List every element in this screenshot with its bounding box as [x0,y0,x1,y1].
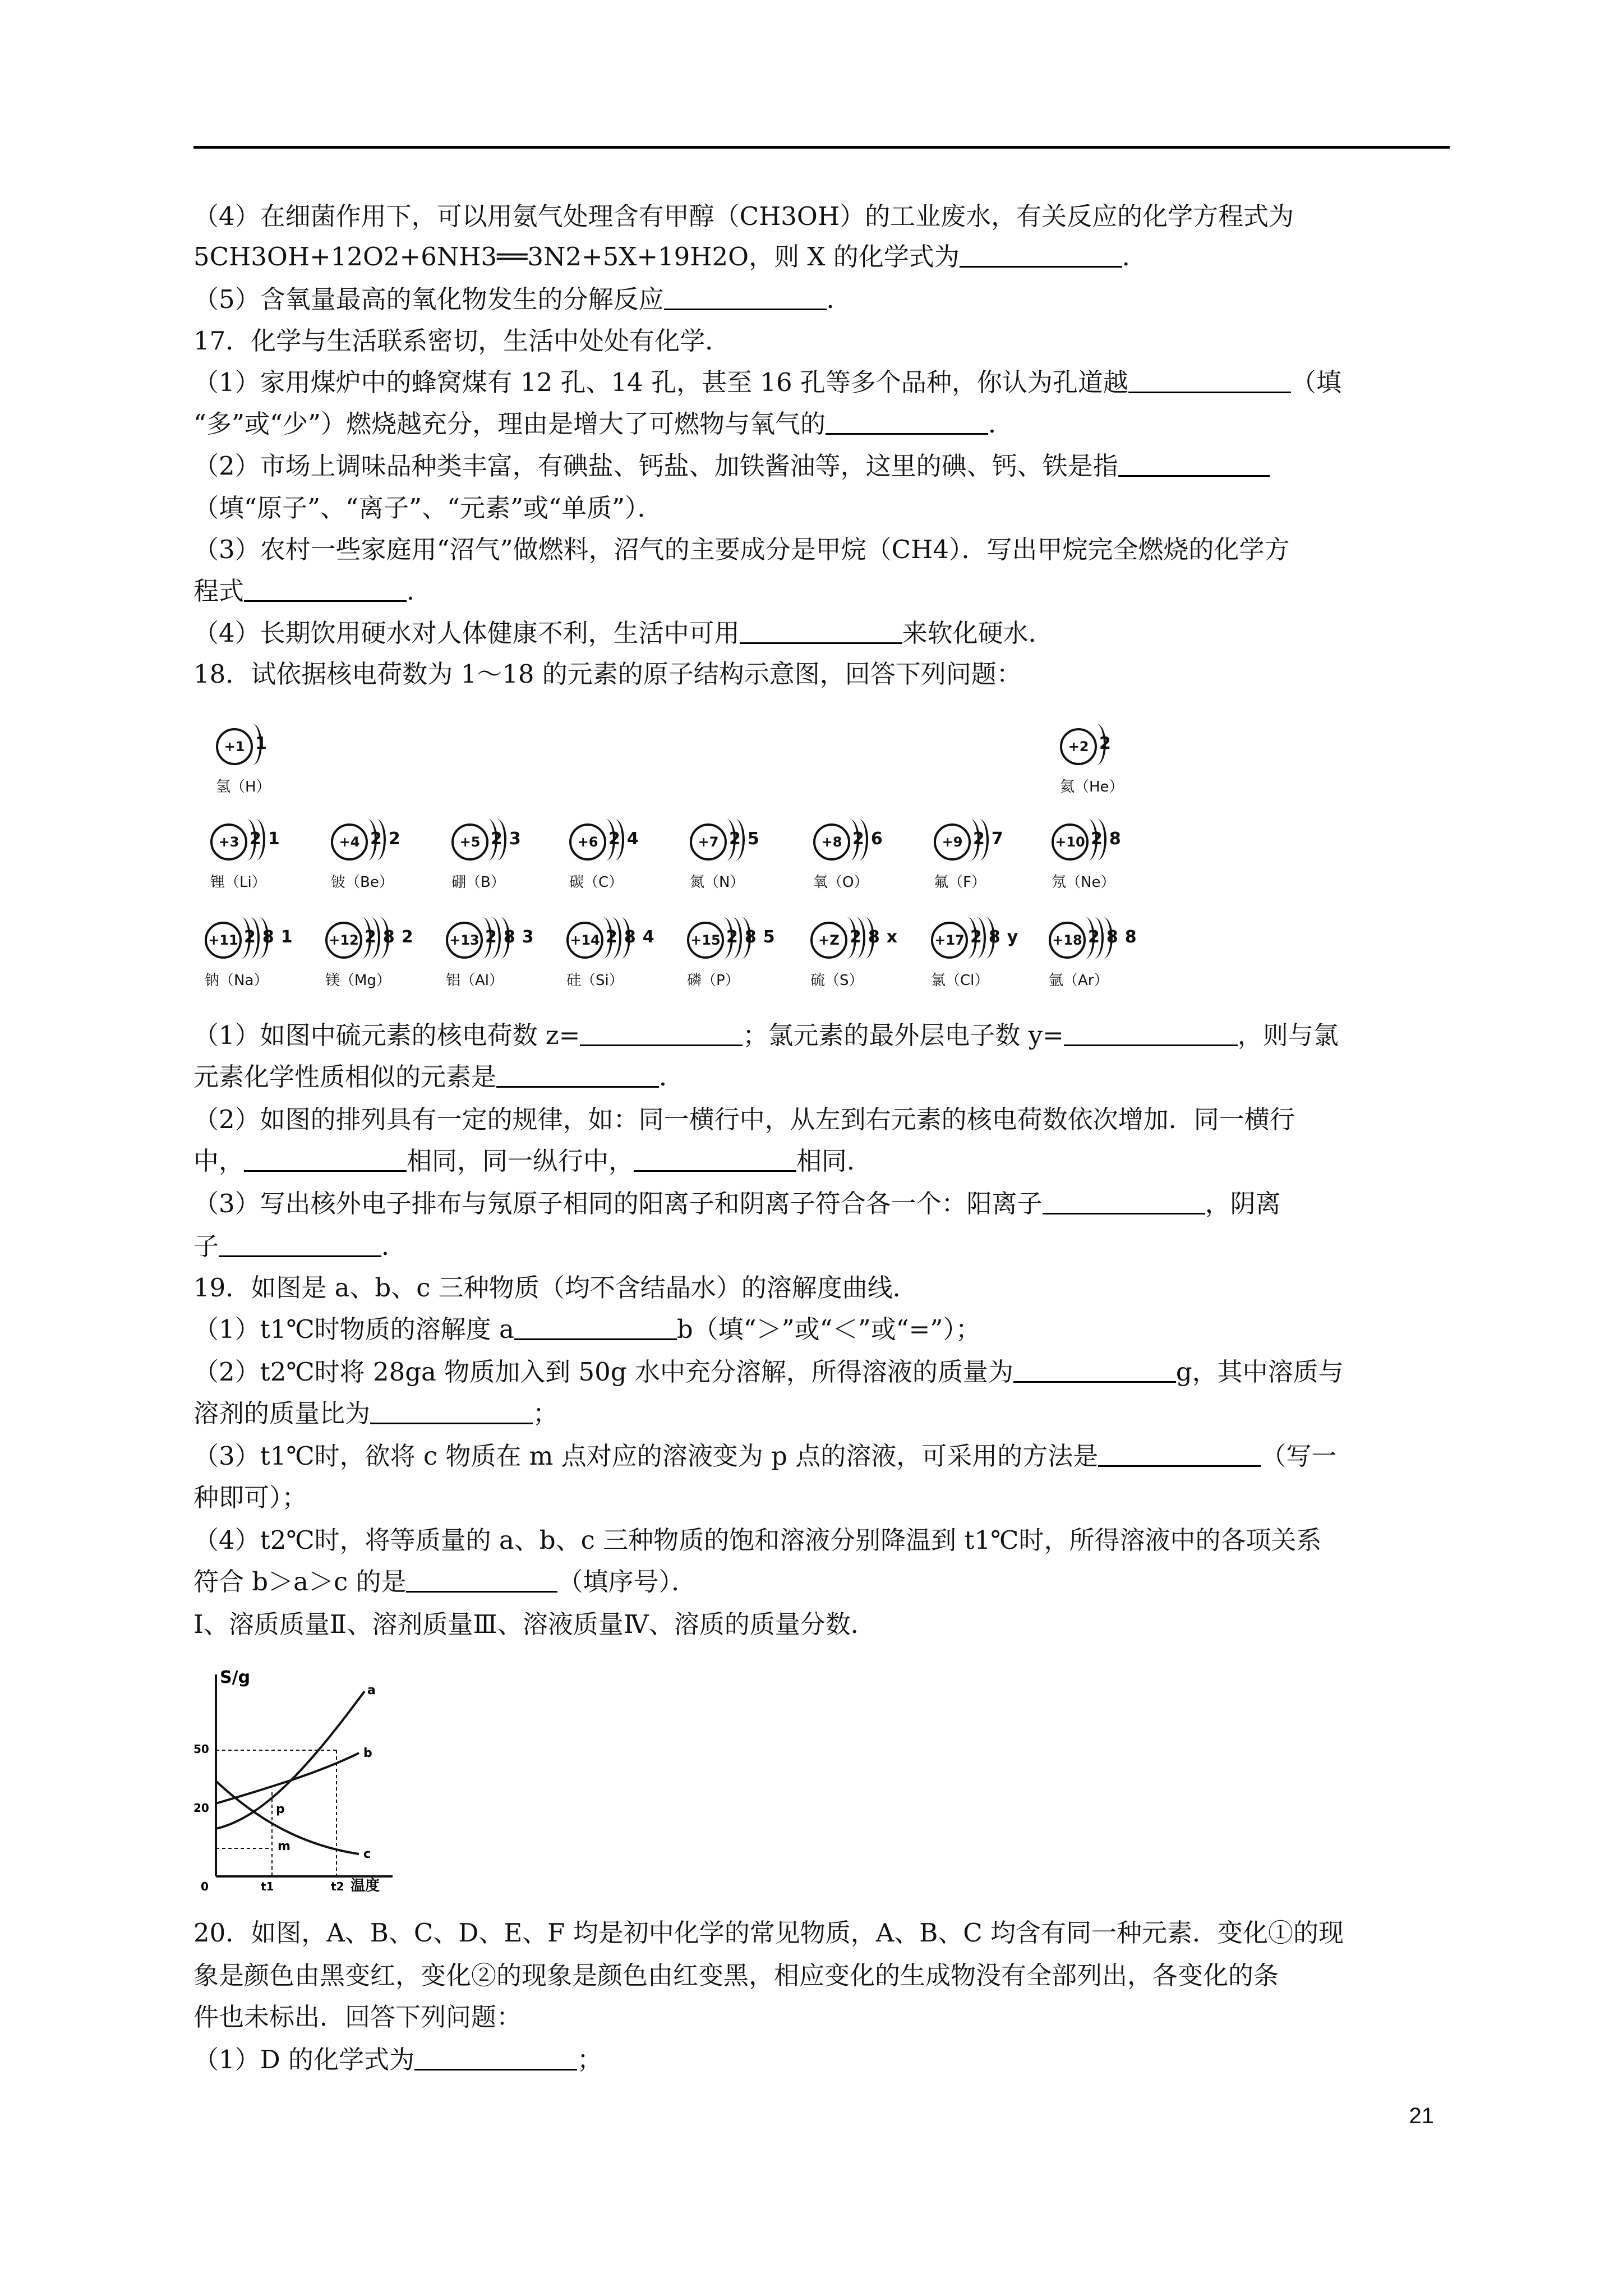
q17-title: 17．化学与生活联系密切，生活中处处有化学． [193,326,731,356]
answer-blank[interactable] [664,285,827,310]
q17-part1-line1: （1）家用煤炉中的蜂窝煤有 12 孔、14 孔，甚至 16 孔等多个品种，你认为孔道越 （填 [193,367,1341,397]
answer-blank[interactable] [1064,1021,1238,1046]
atom-chlorine: +17 28y 氯（Cl） [931,917,1026,1001]
answer-blank[interactable] [580,1021,743,1046]
q19-part1: （1）t1℃时物质的溶解度 a b（填“＞”或“＜”或“=”）； [193,1314,981,1344]
curve-label-b: b [363,1746,372,1760]
ytick-50: 50 [193,1742,209,1756]
q19-part2-line2: 溶剂的质量比为 ； [193,1398,559,1428]
q20-line2: 象是颜色由黑变红，变化②的现象是颜色由红变黑，相应变化的生成物没有全部列出，各变化的条 [193,1961,1279,1990]
answer-blank[interactable] [370,1399,533,1424]
xtick-t2: t2 [331,1880,344,1893]
q16-part4-line2: 5CH3OH+12O2+6NH3══3N2+5X+19H2O，则 X 的化学式为 ． [193,242,1147,272]
answer-blank[interactable] [514,1315,677,1340]
atom-fluorine: +9 27 氟（F） [934,819,1029,903]
answer-blank[interactable] [406,1567,557,1593]
atom-argon: +18 288 氩（Ar） [1049,917,1144,1001]
atom-helium: +2 2 氦（He） [1060,724,1155,808]
atom-neon: +10 28 氖（Ne） [1052,819,1147,903]
atom-sodium: +11 281 钠（Na） [205,917,300,1001]
q18-part3-line1: （3）写出核外电子排布与氖原子相同的阳离子和阴离子符合各一个：阳离子 ，阴离 [193,1189,1281,1218]
q16-part5: （5）含氧量最高的氧化物发生的分解反应 ． [193,284,852,314]
answer-blank[interactable] [244,1147,407,1172]
answer-blank[interactable] [1043,1189,1205,1214]
atom-oxygen: +8 26 氧（O） [813,819,909,903]
q19-title: 19．如图是 a、b、c 三种物质（均不含结晶水）的溶解度曲线． [193,1273,918,1303]
q20-line1: 20．如图，A、B、C、D、E、F 均是初中化学的常见物质，A、B、C 均含有同一种元素．变化①的现 [193,1918,1344,1948]
atom-sulfur: +Z 28x 硫（S） [810,917,906,1001]
q18-part1-line1: （1）如图中硫元素的核电荷数 z= ；氯元素的最外层电子数 y= ，则与氯 [193,1020,1339,1050]
atom-silicon: +14 284 硅（Si） [566,917,662,1001]
y-axis-label: S/g [220,1668,251,1687]
q18-part2-line1: （2）如图的排列具有一定的规律，如：同一横行中，从左到右元素的核电荷数依次增加．同一横行 [193,1105,1295,1134]
q18-title: 18．试依据核电荷数为 1～18 的元素的原子结构示意图，回答下列问题： [193,659,1022,689]
xtick-t1: t1 [261,1880,274,1893]
curve-b [216,1753,359,1803]
q17-part4: （4）长期饮用硬水对人体健康不利，生活中可用 来软化硬水． [193,618,1054,648]
atom-nitrogen: +7 25 氮（N） [690,819,785,903]
origin-label: 0 [201,1880,209,1893]
answer-blank[interactable] [1118,452,1270,477]
q19-part3-line1: （3）t1℃时，欲将 c 物质在 m 点对应的溶液变为 p 点的溶液，可采用的方法是 （写一 [193,1441,1337,1471]
atom-phosphorus: +15 285 磷（P） [687,917,782,1001]
q20-line3: 件也未标出．回答下列问题： [193,2002,522,2032]
q19-part3-line2: 种即可）； [193,1483,307,1512]
answer-blank[interactable] [414,2045,577,2070]
x-axis-label: 温度 [351,1878,380,1894]
q18-part1-line2: 元素化学性质相似的元素是 ． [193,1062,685,1092]
curve-label-a: a [367,1683,376,1697]
atom-aluminum: +13 283 铝（Al） [446,917,541,1001]
atom-hydrogen: +1 1 氢（H） [216,724,311,808]
answer-blank[interactable] [496,1062,659,1088]
atom-magnesium: +12 282 镁（Mg） [325,917,421,1001]
q18-part2-line2: 中， 相同，同一纵行中， 相同． [193,1146,873,1176]
curve-label-c: c [363,1847,371,1861]
ytick-20: 20 [193,1801,209,1815]
q17-part3-line2: 程式 ． [193,576,432,606]
q19-part4-line1: （4）t2℃时，将等质量的 a、b、c 三种物质的饱和溶液分别降温到 t1℃时，所得溶液中的各项关系 [193,1525,1322,1555]
q16-part4-line1: （4）在细菌作用下，可以用氨气处理含有甲醇（CH3OH）的工业废水，有关反应的化学方程式为 [193,201,1294,231]
q20-part1: （1）D 的化学式为 ； [193,2045,603,2074]
point-label-p: p [276,1802,285,1816]
answer-blank[interactable] [826,409,988,435]
atom-beryllium: +4 22 铍（Be） [331,819,426,903]
page-number: 21 [1409,2104,1434,2128]
q17-part2-line2: （填“原子”、“离子”、“元素”或“单质”）． [193,493,663,523]
header-rule [193,146,1450,149]
q19-part2-line1: （2）t2℃时将 28ga 物质加入到 50g 水中充分溶解，所得溶液的质量为 g，其中溶质与 [193,1357,1344,1387]
answer-blank[interactable] [634,1147,796,1172]
answer-blank[interactable] [244,577,407,602]
answer-blank[interactable] [1098,1442,1261,1467]
answer-blank[interactable] [740,619,902,644]
atom-boron: +5 23 硼（B） [451,819,547,903]
q18-part3-line2: 子 ． [193,1231,407,1261]
q19-options: Ⅰ、溶质质量Ⅱ、溶剂质量Ⅲ、溶液质量Ⅳ、溶质的质量分数． [193,1609,876,1639]
answer-blank[interactable] [960,242,1122,268]
point-label-m: m [278,1839,291,1853]
solubility-curve-chart [185,1660,409,1896]
atomic-structure-diagram [193,724,1158,1015]
answer-blank[interactable] [219,1232,381,1257]
answer-blank[interactable] [1128,368,1291,393]
q17-part1-line2: “多”或“少”）燃烧越充分，理由是增大了可燃物与氧气的 ． [193,409,1014,439]
atom-lithium: +3 21 锂（Li） [210,819,306,903]
q17-part3-line1: （3）农村一些家庭用“沼气”做燃料，沼气的主要成分是甲烷（CH4）．写出甲烷完全燃烧的化学方 [193,535,1290,564]
answer-blank[interactable] [1013,1358,1176,1383]
atom-carbon: +6 24 碳（C） [569,819,665,903]
q17-part2-line1: （2）市场上调味品种类丰富，有碘盐、钙盐、加铁酱油等，这里的碘、钙、铁是指 [193,446,1270,486]
q19-part4-line2: 符合 b＞a＞c 的是 （填序号）． [193,1567,697,1596]
